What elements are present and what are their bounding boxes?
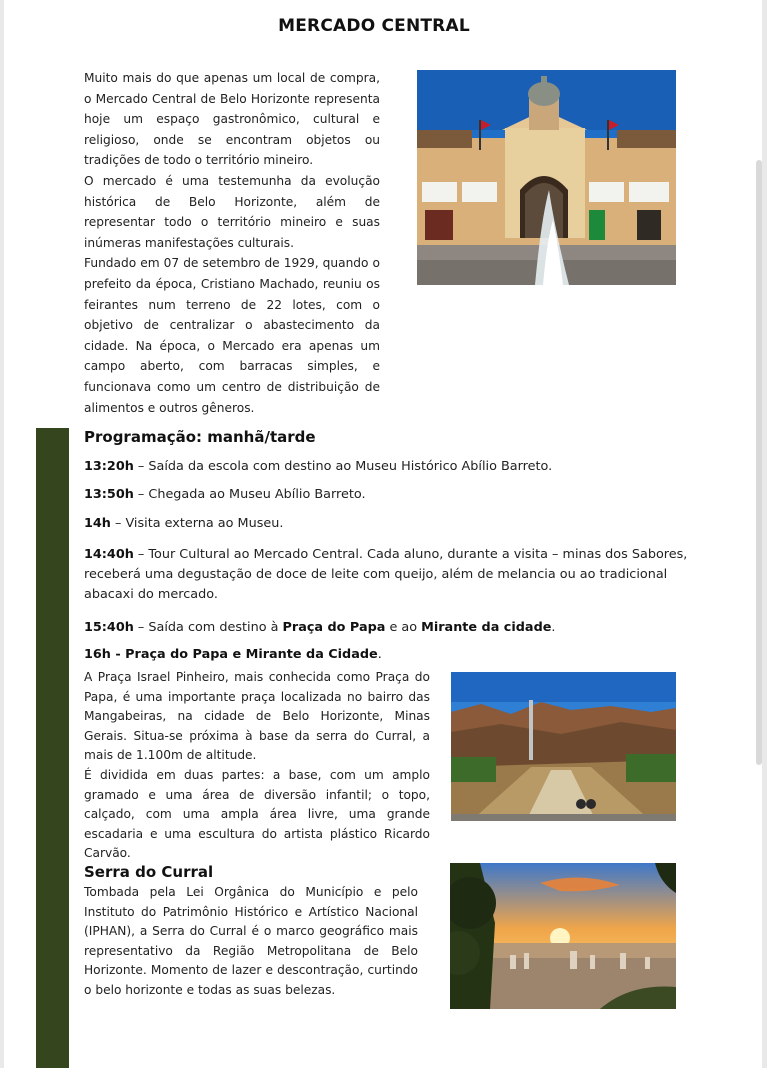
page-title: MERCADO CENTRAL [278, 16, 470, 36]
program-item-5-time: 15:40h [84, 620, 134, 635]
program-item-5-place1: Praça do Papa [282, 620, 386, 635]
program-item-2-text: – Chegada ao Museu Abílio Barreto. [133, 487, 366, 502]
praca-paragraph-1: A Praça Israel Pinheiro, mais conhecida como Praça do Papa, é uma importante praça localizada no bairro das Mangabeiras, na cidade de Belo Horizonte, Minas Gerais. Situa-se próxima à base da serra do Curral, a mais de 1.100m de altitude. [84, 670, 430, 763]
serra-text [84, 883, 418, 1001]
program-item-1 [84, 457, 684, 477]
program-item-1-time: 13:20h [84, 459, 134, 474]
serra-do-curral-photo [450, 863, 676, 1009]
program-item-5-place2: Mirante da cidade [421, 620, 552, 635]
program-item-6-title: 16h - Praça do Papa e Mirante da Cidade [84, 647, 378, 662]
program-item-3-text: – Visita externa ao Museu. [110, 516, 284, 531]
scrollbar[interactable] [756, 160, 762, 765]
serra-heading: Serra do Curral [84, 863, 214, 881]
program-item-3-time: 14h [84, 516, 111, 531]
decorative-green-bar [36, 428, 69, 1068]
intro-paragraph-3: Fundado em 07 de setembro de 1929, quando o prefeito da época, Cristiano Machado, reuniu os feirantes num terreno de 22 lotes, com o objetivo de centralizar o abastecimento da cidade. Na época, o Mercado era apenas um campo aberto, com barracas simples, e funcionava como um centro de distribuição de alimentos e outros gêneros. [84, 256, 380, 415]
praca-text [84, 668, 430, 864]
program-item-3 [84, 514, 684, 534]
intro-text [84, 68, 380, 418]
program-item-4-text: – Tour Cultural ao Mercado Central. Cada aluno, durante a visita – minas dos Sabores, receberá uma degustação de doce de leite com queijo, além de melancia ou ao tradicional abacaxi do mercado. [84, 547, 688, 602]
program-item-4 [84, 545, 692, 605]
program-heading: Programação: manhã/tarde [84, 428, 316, 446]
program-item-2-time: 13:50h [84, 487, 134, 502]
document-page [4, 0, 762, 1068]
intro-paragraph-1: Muito mais do que apenas um local de compra, o Mercado Central de Belo Horizonte representa hoje um espaço gastronômico, cultural e religioso, onde se encontram objetos ou tradições de todo o território mineiro. [84, 71, 380, 168]
program-item-5-end: . [551, 620, 556, 635]
praca-do-papa-photo [451, 672, 676, 821]
program-item-5-pre: – Saída com destino à [133, 620, 283, 635]
program-item-6-end: . [377, 647, 382, 662]
program-item-5 [84, 618, 684, 638]
program-item-1-text: – Saída da escola com destino ao Museu Histórico Abílio Barreto. [133, 459, 553, 474]
program-item-2 [84, 485, 684, 505]
serra-paragraph-1: Tombada pela Lei Orgânica do Município e pelo Instituto do Patrimônio Histórico e Artístico Nacional (IPHAN), a Serra do Curral é o marco geográfico mais representativo da Região Metropolitana de Belo Horizonte. Momento de lazer e descontração, curtindo o belo horizonte e todas as suas belezas. [84, 885, 418, 997]
program-item-5-mid: e ao [385, 620, 422, 635]
intro-paragraph-2: O mercado é uma testemunha da evolução histórica de Belo Horizonte, além de representar todo o território mineiro e suas inúmeras manifestações culturais. [84, 173, 380, 250]
program-item-4-time: 14:40h [84, 547, 134, 562]
mercado-central-photo [417, 70, 676, 285]
program-item-6 [84, 647, 382, 662]
praca-paragraph-2: É dividida em duas partes: a base, com um amplo gramado e uma área de diversão infantil; o topo, calçado, com uma ampla área livre, uma grande escadaria e uma escultura do artista plástico Ricardo Carvão. [84, 767, 430, 861]
